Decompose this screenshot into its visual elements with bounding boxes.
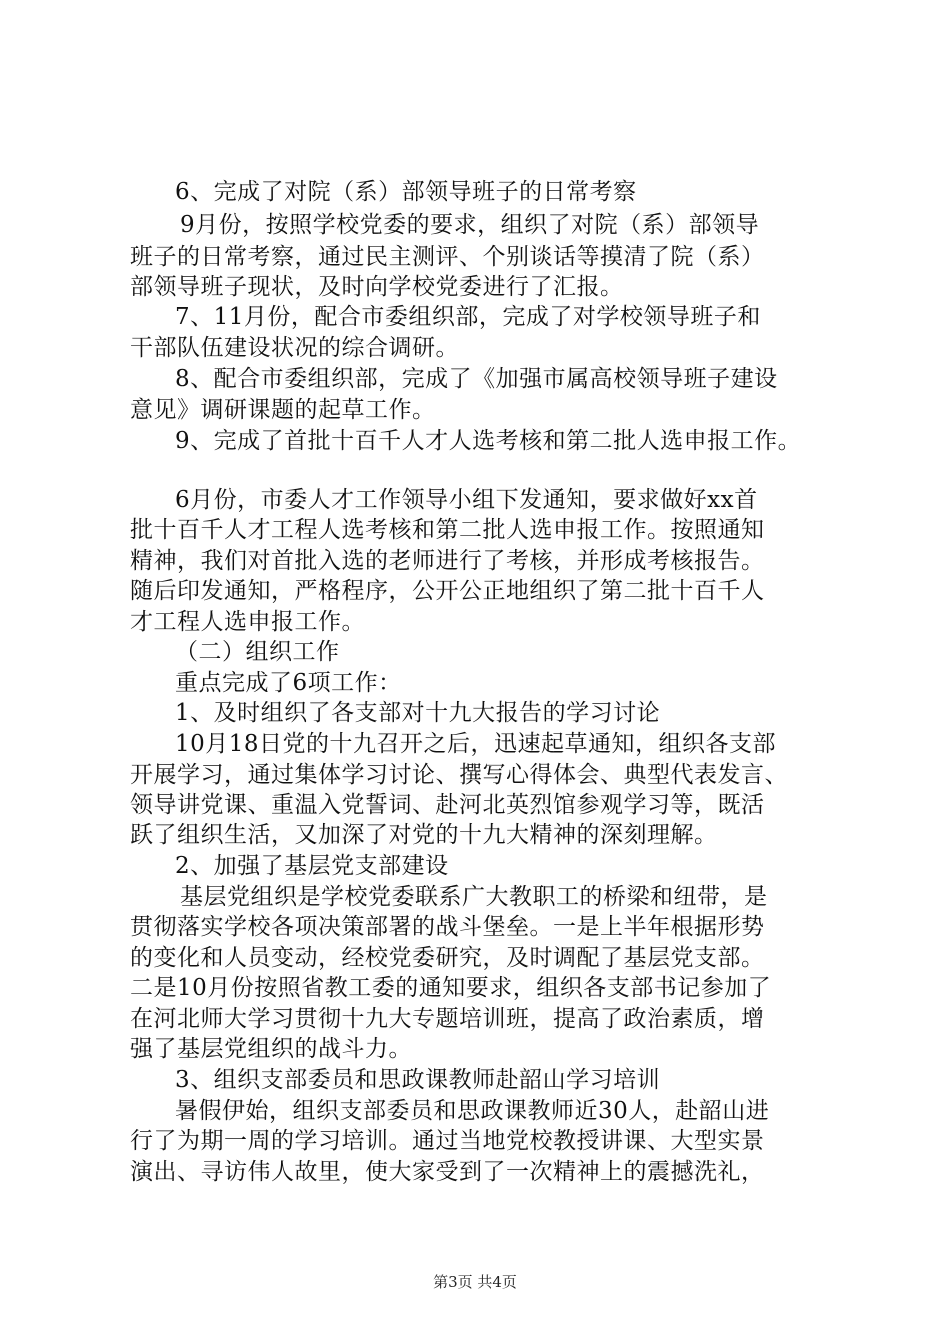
text-line: 行了为期一周的学习培训。通过当地党校教授讲课、大型实景 <box>130 1128 765 1154</box>
text-line: 8、配合市委组织部，完成了《加强市属高校领导班子建设 <box>175 366 778 392</box>
text-line: 才工程人选申报工作。 <box>130 609 365 635</box>
text-line: 强了基层党组织的战斗力。 <box>130 1036 412 1062</box>
text-line: 精神，我们对首批入选的老师进行了考核，并形成考核报告。 <box>130 548 765 574</box>
text-line: 6、完成了对院（系）部领导班子的日常考察 <box>175 179 637 205</box>
text-line: 班子的日常考察，通过民主测评、个别谈话等摸清了院（系） <box>130 244 765 270</box>
text-line: 演出、寻访伟人故里，使大家受到了一次精神上的震撼洗礼， <box>130 1159 765 1185</box>
text-line: 意见》调研课题的起草工作。 <box>130 397 436 423</box>
text-line: 1、及时组织了各支部对十九大报告的学习讨论 <box>175 700 661 726</box>
text-line: 干部队伍建设状况的综合调研。 <box>130 335 459 361</box>
text-line: 二是10月份按照省教工委的通知要求，组织各支部书记参加了 <box>130 975 772 1001</box>
text-line: 6月份，市委人才工作领导小组下发通知，要求做好xx首 <box>175 487 758 513</box>
text-line: 2、加强了基层党支部建设 <box>175 853 449 879</box>
text-line: 领导讲党课、重温入党誓词、赴河北英烈馆参观学习等，既活 <box>130 792 765 818</box>
text-line: 开展学习，通过集体学习讨论、撰写心得体会、典型代表发言、 <box>130 762 788 788</box>
text-line: 跃了组织生活，又加深了对党的十九大精神的深刻理解。 <box>130 822 718 848</box>
text-line: 基层党组织是学校党委联系广大教职工的桥梁和纽带，是 <box>180 884 768 910</box>
section-heading: （二）组织工作 <box>175 639 340 665</box>
text-line: 重点完成了6项工作： <box>175 670 402 696</box>
text-line: 7、11月份，配合市委组织部，完成了对学校领导班子和 <box>175 304 761 330</box>
text-line: 部领导班子现状，及时向学校党委进行了汇报。 <box>130 274 624 300</box>
text-line: 在河北师大学习贯彻十九大专题培训班，提高了政治素质，增 <box>130 1006 765 1032</box>
text-line: 批十百千人才工程人选考核和第二批人选申报工作。按照通知 <box>130 517 765 543</box>
text-line: 暑假伊始，组织支部委员和思政课教师近30人，赴韶山进 <box>175 1098 770 1124</box>
text-line: 随后印发通知，严格程序，公开公正地组织了第二批十百千人 <box>130 578 765 604</box>
text-line: 10月18日党的十九召开之后，迅速起草通知，组织各支部 <box>175 731 777 757</box>
text-line: 9、完成了首批十百千人才人选考核和第二批人选申报工作。 <box>175 428 802 454</box>
text-line: 贯彻落实学校各项决策部署的战斗堡垒。一是上半年根据形势 <box>130 914 765 940</box>
page-footer: 第3页 共4页 <box>433 1273 517 1291</box>
text-line: 3、组织支部委员和思政课教师赴韶山学习培训 <box>175 1067 661 1093</box>
text-line: 9月份，按照学校党委的要求，组织了对院（系）部领导 <box>180 212 760 238</box>
text-line: 的变化和人员变动，经校党委研究，及时调配了基层党支部。 <box>130 945 765 971</box>
